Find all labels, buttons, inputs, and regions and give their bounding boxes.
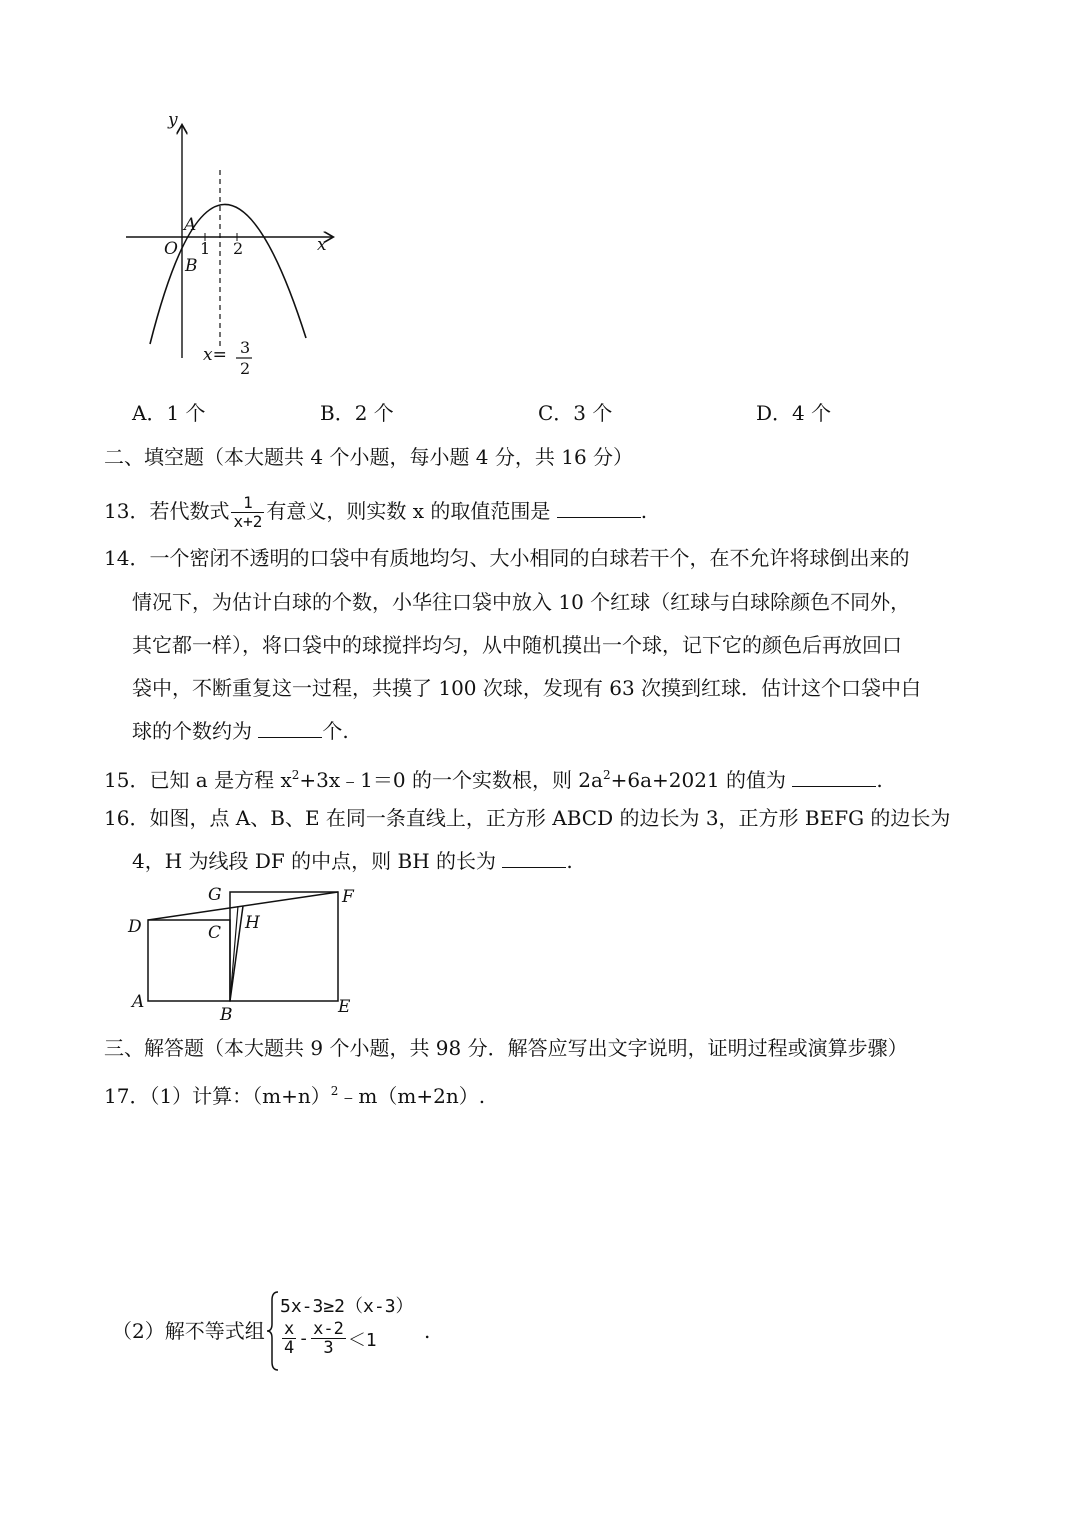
ineq2-a-num: x bbox=[284, 1319, 295, 1339]
q15-end: . bbox=[876, 768, 883, 792]
q14-line-3: 其它都一样），将口袋中的球搅拌均匀，从中随机摸出一个球，记下它的颜色后再放回口 bbox=[132, 633, 902, 657]
ineq2-minus: - bbox=[298, 1328, 310, 1349]
tick-1-label: 1 bbox=[200, 239, 211, 258]
q13-suffix: 有意义，则实数 x 的取值范围是 bbox=[266, 499, 551, 523]
q17-part1-text: 17．（1）计算：（m+n） bbox=[104, 1084, 331, 1108]
q15-t2: +3x﹣1＝0 的一个实数根，则 2a bbox=[299, 768, 603, 792]
ineq2-rhs: ＜1 bbox=[347, 1329, 377, 1351]
section-2-title: 二、填空题（本大题共 4 个小题，每小题 4 分，共 16 分） bbox=[104, 445, 634, 469]
q13-frac-den: x+2 bbox=[233, 512, 263, 531]
inequality-system bbox=[266, 1290, 436, 1372]
section-3-title: 三、解答题（本大题共 9 个小题，共 98 分．解答应写出文字说明，证明过程或演算步骤） bbox=[104, 1036, 908, 1060]
label-a: A bbox=[132, 992, 145, 1012]
brace-icon bbox=[266, 1290, 280, 1372]
x-axis-label: x bbox=[317, 235, 327, 255]
symmetry-eq-num: 3 bbox=[240, 338, 251, 357]
q17-part1-sup: 2 bbox=[330, 1084, 339, 1098]
q16-line-2 bbox=[132, 848, 573, 874]
q14-line-5-suffix: 个. bbox=[322, 719, 349, 743]
square-befg bbox=[230, 892, 338, 1001]
label-b: B bbox=[220, 1005, 233, 1025]
y-axis-label: y bbox=[168, 110, 178, 130]
label-g: G bbox=[208, 885, 222, 905]
q16-line-1: 16．如图，点 A、B、E 在同一条直线上，正方形 ABCD 的边长为 3，正方形 BEFG 的边长为 bbox=[104, 806, 951, 830]
q14-line-5 bbox=[132, 718, 349, 744]
parabola-svg bbox=[110, 108, 350, 388]
ineq2-frac-b bbox=[311, 1320, 346, 1357]
q13-answer-blank[interactable] bbox=[557, 499, 641, 518]
q15-t3: +6a+2021 的值为 bbox=[610, 768, 787, 792]
q13-end: . bbox=[640, 499, 648, 523]
q17-part1-end: ﹣m（m+2n）. bbox=[338, 1084, 486, 1108]
point-b-label: B bbox=[185, 256, 198, 276]
q16-answer-blank[interactable] bbox=[502, 849, 566, 868]
squares-svg bbox=[120, 880, 370, 1030]
q14-line-4: 袋中，不断重复这一过程，共摸了 100 次球，发现有 63 次摸到红球．估计这个口袋中白 bbox=[132, 676, 922, 700]
q14-answer-blank[interactable] bbox=[258, 719, 322, 738]
q17-part-1 bbox=[104, 1078, 485, 1109]
tick-2-label: 2 bbox=[233, 239, 244, 258]
label-d: D bbox=[128, 917, 142, 937]
label-c: C bbox=[208, 923, 222, 943]
inequality-2 bbox=[280, 1320, 377, 1357]
inequality-1: 5x-3≥2（x-3） bbox=[280, 1296, 414, 1317]
q14-line-5-prefix: 球的个数约为 bbox=[132, 719, 252, 743]
q13-frac-num: 1 bbox=[243, 493, 253, 512]
label-e: E bbox=[338, 997, 351, 1017]
question-15 bbox=[104, 762, 883, 793]
ineq2-b-den: 3 bbox=[311, 1338, 346, 1357]
symmetry-eq-left: x= bbox=[203, 345, 227, 365]
question-13 bbox=[104, 494, 647, 531]
q16-line-2-end: . bbox=[566, 849, 573, 873]
q13-prefix: 13．若代数式 bbox=[104, 499, 230, 523]
option-b: B．2 个 bbox=[320, 401, 394, 425]
label-f: F bbox=[342, 887, 354, 907]
label-h: H bbox=[245, 913, 260, 933]
q14-line-1: 14．一个密闭不透明的口袋中有质地均匀、大小相同的白球若干个，在不允许将球倒出来的 bbox=[104, 546, 910, 570]
point-a-label: A bbox=[184, 215, 197, 235]
ineq2-a-den: 4 bbox=[284, 1338, 295, 1358]
option-a: A．1 个 bbox=[132, 401, 206, 425]
origin-label: O bbox=[164, 239, 178, 259]
q15-sup1: 2 bbox=[291, 768, 300, 782]
q15-t1: 15．已知 a 是方程 x bbox=[104, 768, 292, 792]
option-d: D．4 个 bbox=[756, 401, 832, 425]
q17-part2-end: . bbox=[424, 1319, 431, 1343]
q17-part2-label: （2）解不等式组 bbox=[112, 1319, 265, 1343]
q14-line-2: 情况下，为估计白球的个数，小华往口袋中放入 10 个红球（红球与白球除颜色不同外， bbox=[132, 590, 911, 614]
q15-answer-blank[interactable] bbox=[792, 768, 876, 787]
ineq2-frac-a bbox=[282, 1320, 296, 1357]
parabola-curve bbox=[150, 204, 306, 344]
q16-line-2-prefix: 4，H 为线段 DF 的中点，则 BH 的长为 bbox=[132, 849, 497, 873]
q13-fraction bbox=[231, 494, 264, 531]
squares-figure bbox=[120, 880, 370, 1030]
q15-sup2: 2 bbox=[602, 768, 611, 782]
parabola-figure bbox=[110, 108, 350, 388]
symmetry-eq-den: 2 bbox=[240, 359, 251, 378]
ineq2-b-num: x-2 bbox=[313, 1319, 344, 1339]
option-c: C．3 个 bbox=[538, 401, 613, 425]
